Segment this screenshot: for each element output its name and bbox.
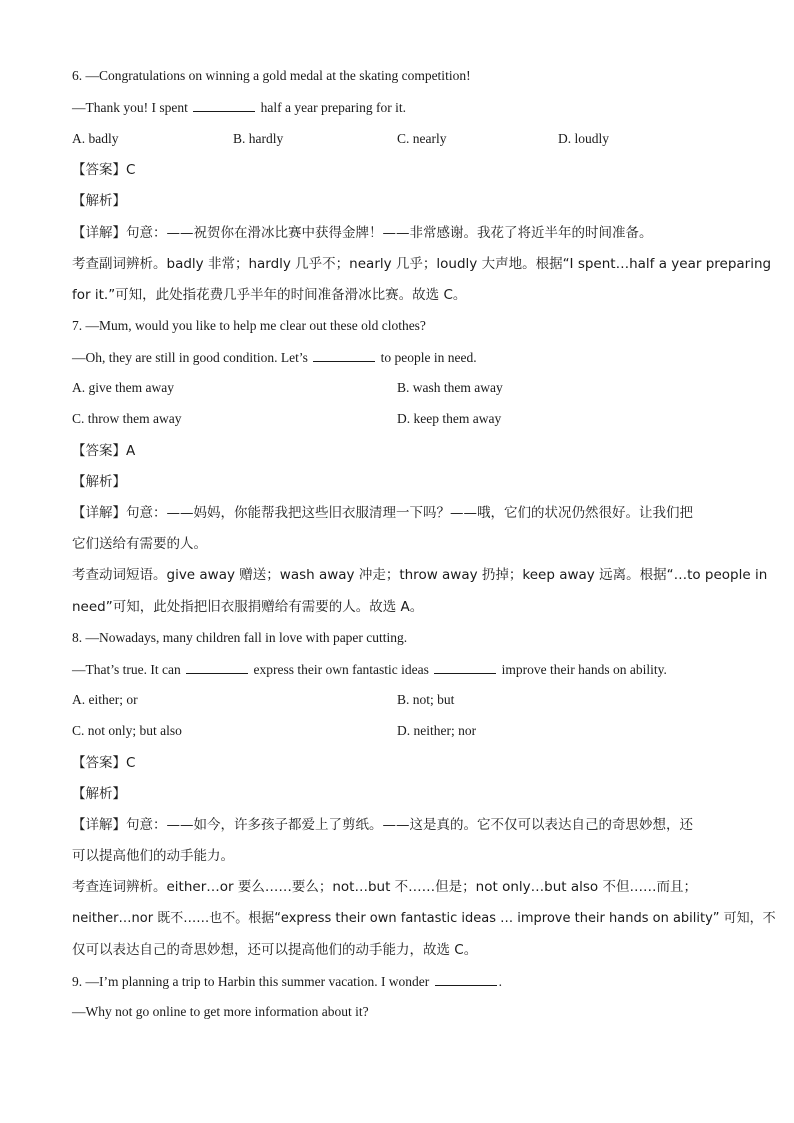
reply-text: —That’s true. It can (72, 662, 181, 677)
answer-blank (435, 973, 497, 986)
detail-text: 【详解】句意：——祝贺你在滑冰比赛中获得金牌！——非常感谢。我花了将近半年的时间准备。 (72, 225, 653, 241)
detail-text: for it.”可知，此处指花费几乎半年的时间准备滑冰比赛。故选 C。 (72, 287, 467, 303)
option-b: B. wash them away (397, 380, 503, 395)
option-c: C. throw them away (72, 411, 182, 426)
option-b: B. hardly (233, 131, 284, 146)
option-d: D. loudly (558, 131, 610, 146)
detail-text: 考查动词短语。give away 赠送；wash away 冲走；throw away 扔掉；keep away 远离。根据“…to people in (72, 567, 768, 583)
reply-text: —Oh, they are still in good condition. Let’s (72, 350, 308, 365)
option-a: A. give them away (72, 380, 174, 395)
answer-label: 【答案】C (72, 162, 136, 178)
question-6-prompt: 6. —Congratulations on winning a gold medal at the skating competition! (72, 68, 471, 83)
option-d: D. keep them away (397, 411, 502, 426)
prompt-text: . (498, 974, 503, 989)
question-7-reply (72, 349, 722, 366)
question-9-prompt (72, 973, 722, 990)
option-a: A. either; or (72, 692, 138, 707)
detail-text: 仅可以表达自己的奇思妙想，还可以提高他们的动手能力，故选 C。 (72, 942, 478, 958)
question-9-reply: —Why not go online to get more information about it? (72, 1004, 369, 1019)
detail-text: 考查副词辨析。badly 非常；hardly 几乎不；nearly 几乎；loudly 大声地。根据“I spent…half a year preparing (72, 256, 772, 272)
analysis-label: 【解析】 (72, 193, 126, 209)
prompt-text: 9. —I’m planning a trip to Harbin this summer vacation. I wonder (72, 974, 430, 989)
reply-text: half a year preparing for it. (260, 100, 407, 115)
question-8-reply (72, 661, 722, 678)
answer-label: 【答案】A (72, 443, 136, 459)
answer-label: 【答案】C (72, 755, 136, 771)
option-c: C. nearly (397, 131, 447, 146)
detail-text: 考查连词辨析。either…or 要么……要么；not…but 不……但是；not only…but also 不但……而且； (72, 879, 697, 895)
question-8-prompt: 8. —Nowadays, many children fall in love with paper cutting. (72, 630, 408, 645)
answer-blank (313, 349, 375, 362)
answer-blank (186, 661, 248, 674)
reply-text: improve their hands on ability. (501, 662, 667, 677)
question-6-reply (72, 99, 722, 116)
detail-text: need”可知，此处指把旧衣服捐赠给有需要的人。故选 A。 (72, 599, 424, 615)
question-7-prompt: 7. —Mum, would you like to help me clear out these old clothes? (72, 318, 426, 333)
option-c: C. not only; but also (72, 723, 182, 738)
analysis-label: 【解析】 (72, 474, 126, 490)
detail-text: 可以提高他们的动手能力。 (72, 848, 234, 864)
option-b: B. not; but (397, 692, 455, 707)
reply-text: to people in need. (380, 350, 477, 365)
reply-text: —Thank you! I spent (72, 100, 188, 115)
detail-text: neither…nor 既不……也不。根据“express their own fantastic ideas … improve their hands on ability” 可知，不 (72, 911, 776, 926)
detail-text: 【详解】句意：——妈妈，你能帮我把这些旧衣服清理一下吗？——哦，它们的状况仍然很好。让我们把 (72, 505, 693, 521)
detail-text: 【详解】句意：——如今，许多孩子都爱上了剪纸。——这是真的。它不仅可以表达自己的奇思妙想，还 (72, 817, 693, 833)
option-a: A. badly (72, 131, 119, 146)
answer-blank (434, 661, 496, 674)
analysis-label: 【解析】 (72, 786, 126, 802)
reply-text: express their own fantastic ideas (253, 662, 429, 677)
detail-text: 它们送给有需要的人。 (72, 536, 207, 552)
answer-blank (193, 99, 255, 112)
option-d: D. neither; nor (397, 723, 477, 738)
